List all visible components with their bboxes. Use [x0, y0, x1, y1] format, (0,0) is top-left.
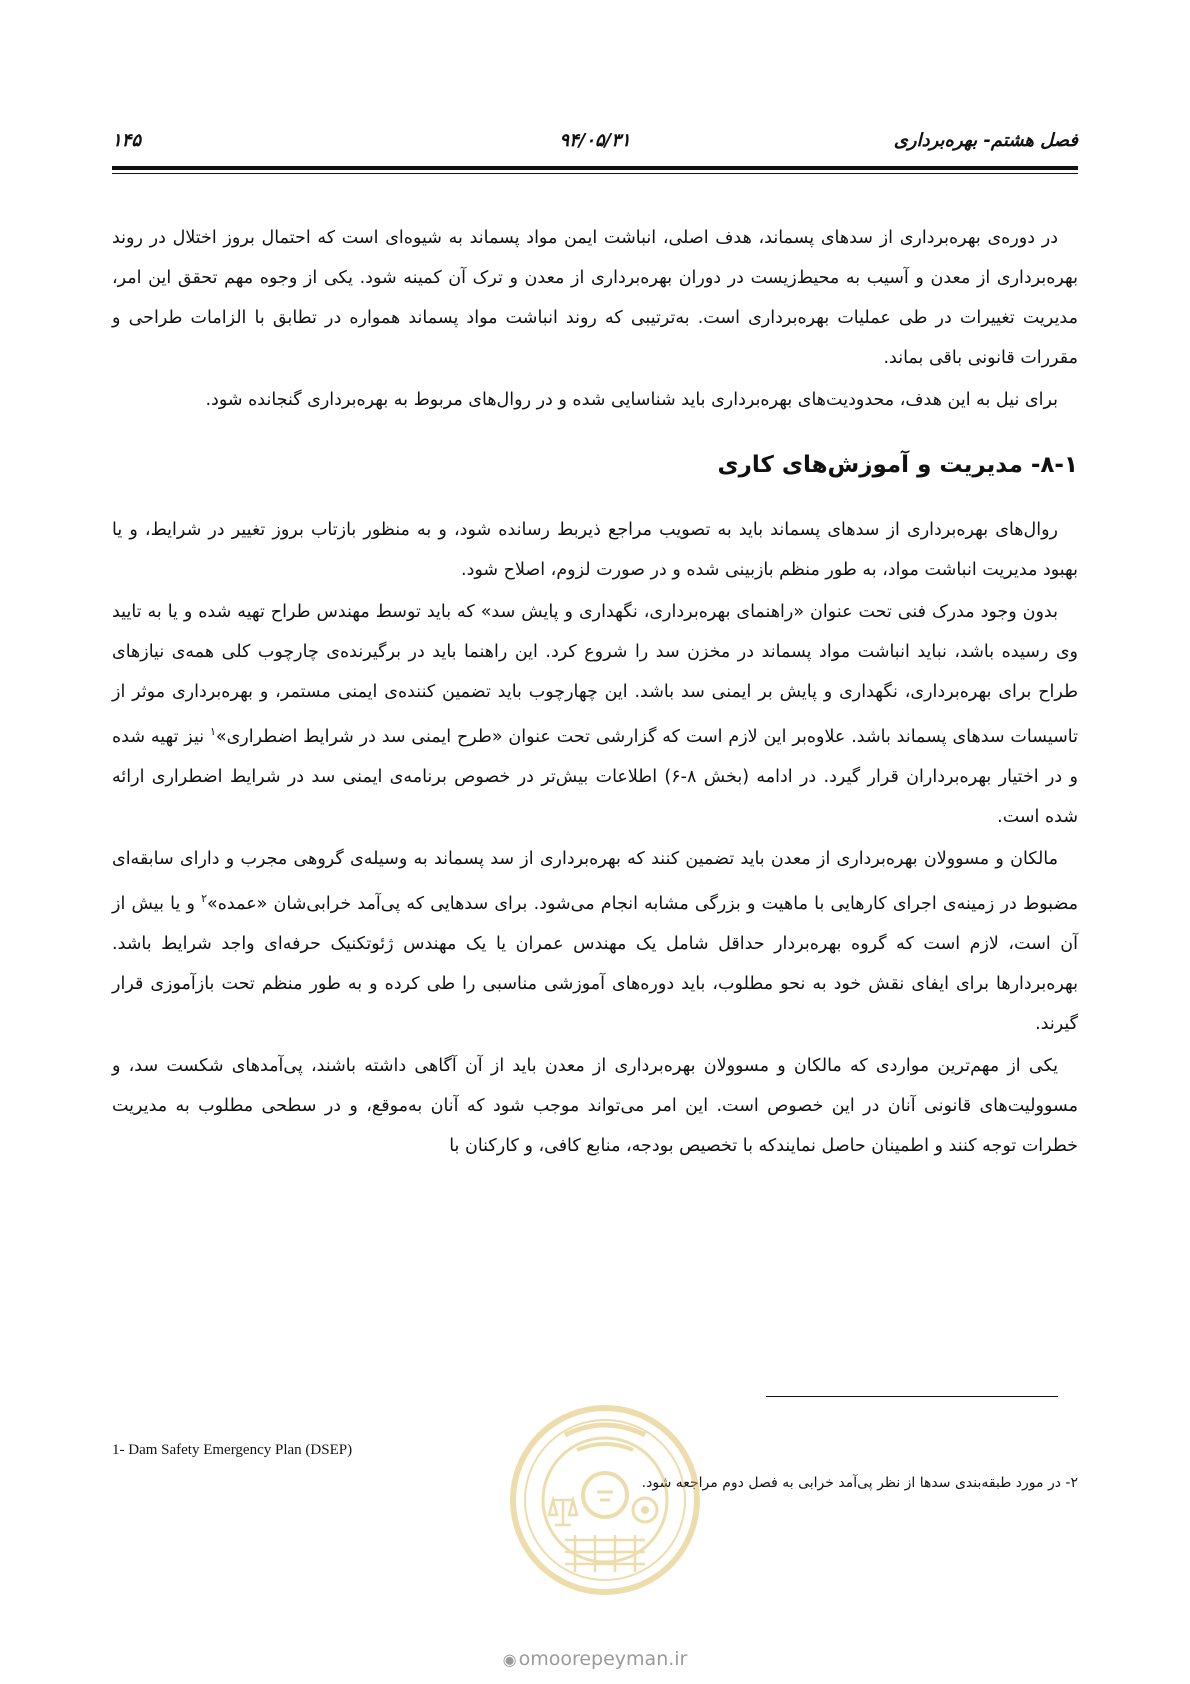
header-rule-thin — [112, 173, 1078, 174]
footnote-ref: ۱ — [209, 725, 216, 738]
chapter-title: فصل هشتم- بهره‌برداری — [893, 130, 1078, 151]
page-number: ۱۴۵ — [112, 130, 142, 151]
page-header — [112, 130, 1078, 160]
text-run: نیز تهیه شده و در اختیار بهره‌برداران قرار گیرد. در ادامه (بخش ۸-۶) اطلاعات بیش‌تر در خصوص برنامه‌ی ایمنی سد در شرایط اضطراری ارائه شده است. — [112, 726, 1079, 827]
paragraph: روال‌های بهره‌برداری از سدهای پسماند باید به تصویب مراجع ذیربط رسانده شود، و به منظور بازتاب بروز تغییر در شرایط، و یا بهبود مدیریت انباشت مواد، به طور منظم بازبینی شده و در صورت لزوم، اصلاح شود. — [112, 520, 1078, 580]
header-rule-thick — [112, 166, 1078, 170]
website-text: omoorepeyman.ir — [518, 1648, 688, 1670]
header-date: ۹۴/۰۵/۳۱ — [559, 130, 631, 151]
paragraph — [112, 592, 1078, 837]
paragraph: در دوره‌ی بهره‌برداری از سدهای پسماند، هدف اصلی، انباشت ایمن مواد پسماند به شیوه‌ای است که احتمال بروز اختلال در روند بهره‌برداری از معدن و آسیب به محیط‌زیست در دوران بهره‌برداری از معدن و ترک آن کمینه شود. یکی از وجوه مهم تحقق این امر، مدیریت تغییرات در طی عملیات بهره‌برداری است. به‌ترتیبی که روند انباشت مواد پسماند همواره در تطابق با الزامات طراحی و مقررات قانونی باقی بماند. — [112, 228, 1078, 368]
text-run: مالکان و مسوولان بهره‌برداری از معدن باید تضمین کنند که بهره‌برداری از سد پسماند به وسیله‌ی گروهی مجرب و دارای سابقه‌ای مضبوط در زمینه‌ی اجرای کارهایی با ماهیت و بزرگی مشابه انجام می‌شود. برای سدهایی که پی‌آمد خرابی‌شان «عمده» — [112, 848, 1078, 914]
text-run: و یا بیش از آن است، لازم است که گروه بهره‌بردار حداقل شامل یک مهندس عمران یا یک مهندس ژئوتکنیک حرفه‌ای واجد شرایط باشد. بهره‌بردارها برای ایفای نقش خود به نحو مطلوب، باید دوره‌های آموزشی مناسبی را طی کرده و به طور منظم تحت بازآموزی قرار گیرند. — [112, 893, 1078, 1034]
paragraph: برای نیل به این هدف، محدودیت‌های بهره‌برداری باید شناسایی شده و در روال‌های مربوط به بهره‌برداری گنجانده شود. — [205, 390, 1058, 410]
watermark-seal-icon — [505, 1400, 705, 1600]
footnote-2: ۲- در مورد طبقه‌بندی سدها از نظر پی‌آمد خرابی به فصل دوم مراجعه شود. — [641, 1475, 1078, 1491]
intro-text — [112, 218, 1078, 422]
footnote-ref: ۲ — [201, 891, 208, 905]
paragraph — [112, 839, 1078, 1044]
paragraph: یکی از مهم‌ترین مواردی که مالکان و مسوولان بهره‌برداری از معدن باید از آن آگاهی داشته باشند، پی‌آمدهای شکست سد، و مسوولیت‌های قانونی آنان در این خصوص است. این امر می‌تواند موجب شود که آنان به‌موقع، و در سطحی مطلوب به مدیریت خطرات توجه کنند و اطمینان حاصل نمایندکه با تخصیص بودجه، منابع کافی، و کارکنان با — [112, 1055, 1078, 1156]
text-run: بدون وجود مدرک فنی تحت عنوان «راهنمای بهره‌برداری، نگهداری و پایش سد» که باید توسط مهندس طراح تهیه شده و یا به تایید وی رسیده باشد، نباید انباشت مواد پسماند در مخزن سد را شروع کرد. این راهنما باید در برگیرنده‌ی چارچوب کلی همه‌ی نیازهای طراح برای بهره‌برداری، نگهداری و پایش بر ایمنی سد باشد. این چهارچوب باید تضمین کننده‌ی ایمنی مستمر، و بهره‌برداری موثر از تاسیسات سدهای پسماند باشد. علاوه‌بر این لازم است که گزارشی تحت عنوان «طرح ایمنی سد در شرایط اضطراری» — [112, 602, 1078, 747]
footnote-1: 1- Dam Safety Emergency Plan (DSEP) — [112, 1442, 353, 1458]
watermark-website — [0, 1648, 1190, 1670]
footnote-separator — [766, 1396, 1058, 1397]
globe-icon: ◉ — [502, 1650, 517, 1669]
section-heading: ۸-۱- مدیریت و آموزش‌های کاری — [717, 452, 1078, 478]
section-text — [112, 510, 1078, 1168]
